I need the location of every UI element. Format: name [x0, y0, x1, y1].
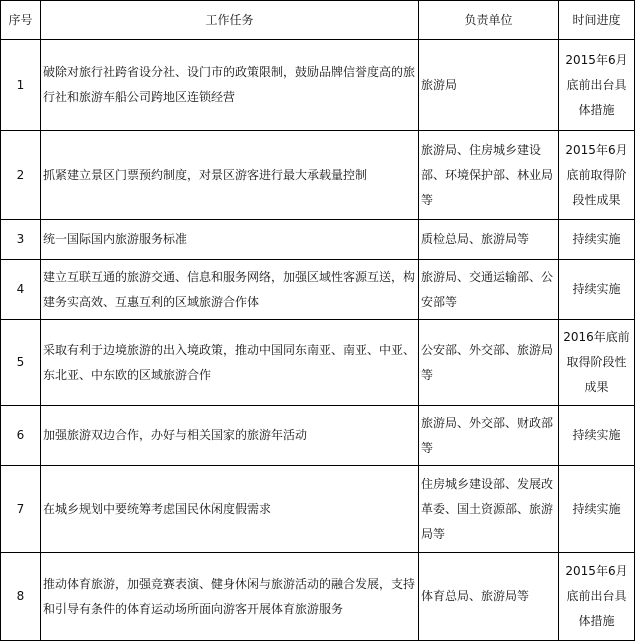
row-number: 2 — [1, 131, 41, 220]
row-unit: 质检总局、旅游局等 — [419, 220, 559, 260]
row-unit: 旅游局 — [419, 40, 559, 131]
row-number: 3 — [1, 220, 41, 260]
row-number: 4 — [1, 260, 41, 320]
row-number: 8 — [1, 553, 41, 641]
table-row — [1, 260, 635, 320]
row-time: 持续实施 — [559, 466, 635, 553]
row-time: 2015年6月底前出台具体措施 — [559, 40, 635, 131]
row-time: 2015年6月底前取得阶段性成果 — [559, 131, 635, 220]
row-time: 持续实施 — [559, 220, 635, 260]
row-task: 破除对旅行社跨省设分社、设门市的政策限制，鼓励品牌信誉度高的旅行社和旅游车船公司跨地区连锁经营 — [41, 40, 419, 131]
table-row — [1, 220, 635, 260]
header-unit: 负责单位 — [419, 1, 559, 40]
row-task: 采取有利于边境旅游的出入境政策，推动中国同东南亚、南亚、中亚、东北亚、中东欧的区域旅游合作 — [41, 320, 419, 406]
row-unit: 旅游局、交通运输部、公安部等 — [419, 260, 559, 320]
row-unit: 旅游局、外交部、财政部等 — [419, 406, 559, 466]
table-row — [1, 131, 635, 220]
row-time: 持续实施 — [559, 260, 635, 320]
row-unit: 旅游局、住房城乡建设部、环境保护部、林业局等 — [419, 131, 559, 220]
row-task: 加强旅游双边合作，办好与相关国家的旅游年活动 — [41, 406, 419, 466]
table-row — [1, 40, 635, 131]
row-task: 建立互联互通的旅游交通、信息和服务网络，加强区域性客源互送，构建务实高效、互惠互利的区域旅游合作体 — [41, 260, 419, 320]
row-number: 7 — [1, 466, 41, 553]
row-task: 抓紧建立景区门票预约制度，对景区游客进行最大承载量控制 — [41, 131, 419, 220]
table-row — [1, 466, 635, 553]
row-unit: 住房城乡建设部、发展改革委、国土资源部、旅游局等 — [419, 466, 559, 553]
row-task: 统一国际国内旅游服务标准 — [41, 220, 419, 260]
table-row — [1, 320, 635, 406]
row-task: 推动体育旅游，加强竞赛表演、健身休闲与旅游活动的融合发展，支持和引导有条件的体育运动场所面向游客开展体育旅游服务 — [41, 553, 419, 641]
row-unit: 体育总局、旅游局等 — [419, 553, 559, 641]
row-task: 在城乡规划中要统筹考虑国民休闲度假需求 — [41, 466, 419, 553]
row-number: 6 — [1, 406, 41, 466]
table-row — [1, 553, 635, 641]
row-unit: 公安部、外交部、旅游局等 — [419, 320, 559, 406]
header-task: 工作任务 — [41, 1, 419, 40]
row-number: 5 — [1, 320, 41, 406]
header-row — [1, 1, 635, 40]
row-time: 2016年底前取得阶段性成果 — [559, 320, 635, 406]
row-time: 持续实施 — [559, 406, 635, 466]
table-row — [1, 406, 635, 466]
header-time: 时间进度 — [559, 1, 635, 40]
header-no: 序号 — [1, 1, 41, 40]
row-number: 1 — [1, 40, 41, 131]
row-time: 2015年6月底前出台具体措施 — [559, 553, 635, 641]
